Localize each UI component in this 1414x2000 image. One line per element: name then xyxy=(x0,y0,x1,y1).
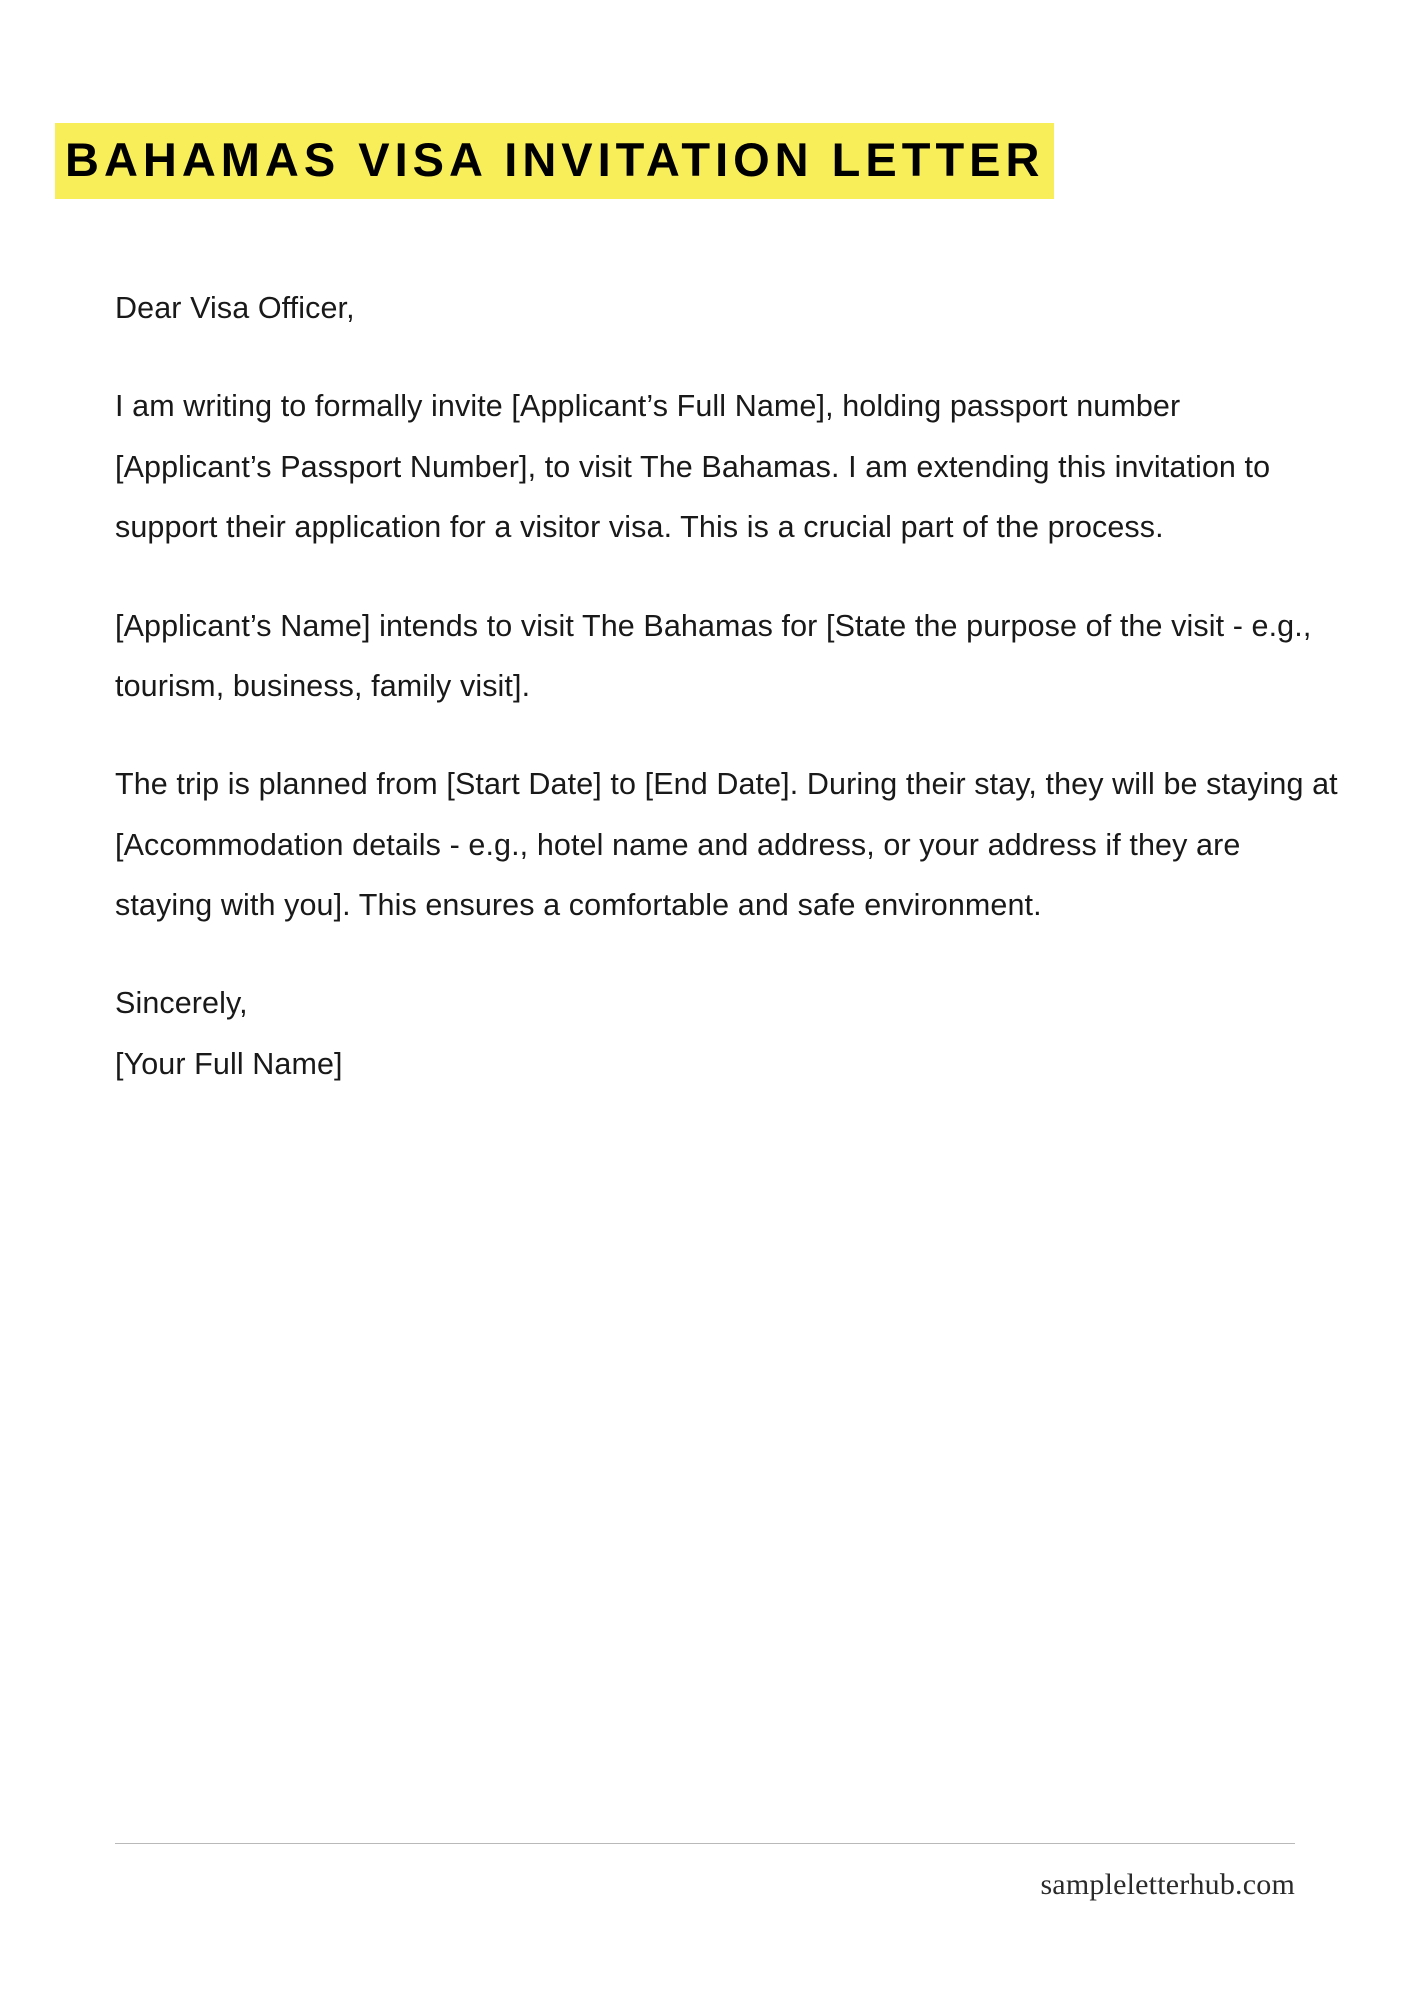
page-title: BAHAMAS VISA INVITATION LETTER xyxy=(55,123,1054,198)
closing-line: Sincerely, xyxy=(115,986,248,1021)
letter-body xyxy=(115,278,1340,1094)
paragraph-3: The trip is planned from [Start Date] to [End Date]. During their stay, they will be staying at [Accommodation details - e.g., hotel name and address, or your address if they are staying with you]. This ensures a comfortable and safe environment. xyxy=(115,767,1338,922)
footer-site-name: sampleletterhub.com xyxy=(1040,1868,1295,1901)
footer-divider xyxy=(115,1843,1295,1844)
signature-name: [Your Full Name] xyxy=(115,1046,343,1081)
paragraph-1: I am writing to formally invite [Applicant’s Full Name], holding passport number [Applicant’s Passport Number], to visit The Bahamas. I am extending this invitation to support their application for a visitor visa. This is a crucial part of the process. xyxy=(115,389,1271,545)
salutation: Dear Visa Officer, xyxy=(115,291,355,325)
page-title-container xyxy=(55,92,1295,230)
signature-block xyxy=(115,973,1340,1094)
paragraph-2: [Applicant’s Name] intends to visit The Bahamas for [State the purpose of the visit - e.g., tourism, business, family visit]. xyxy=(115,608,1312,703)
